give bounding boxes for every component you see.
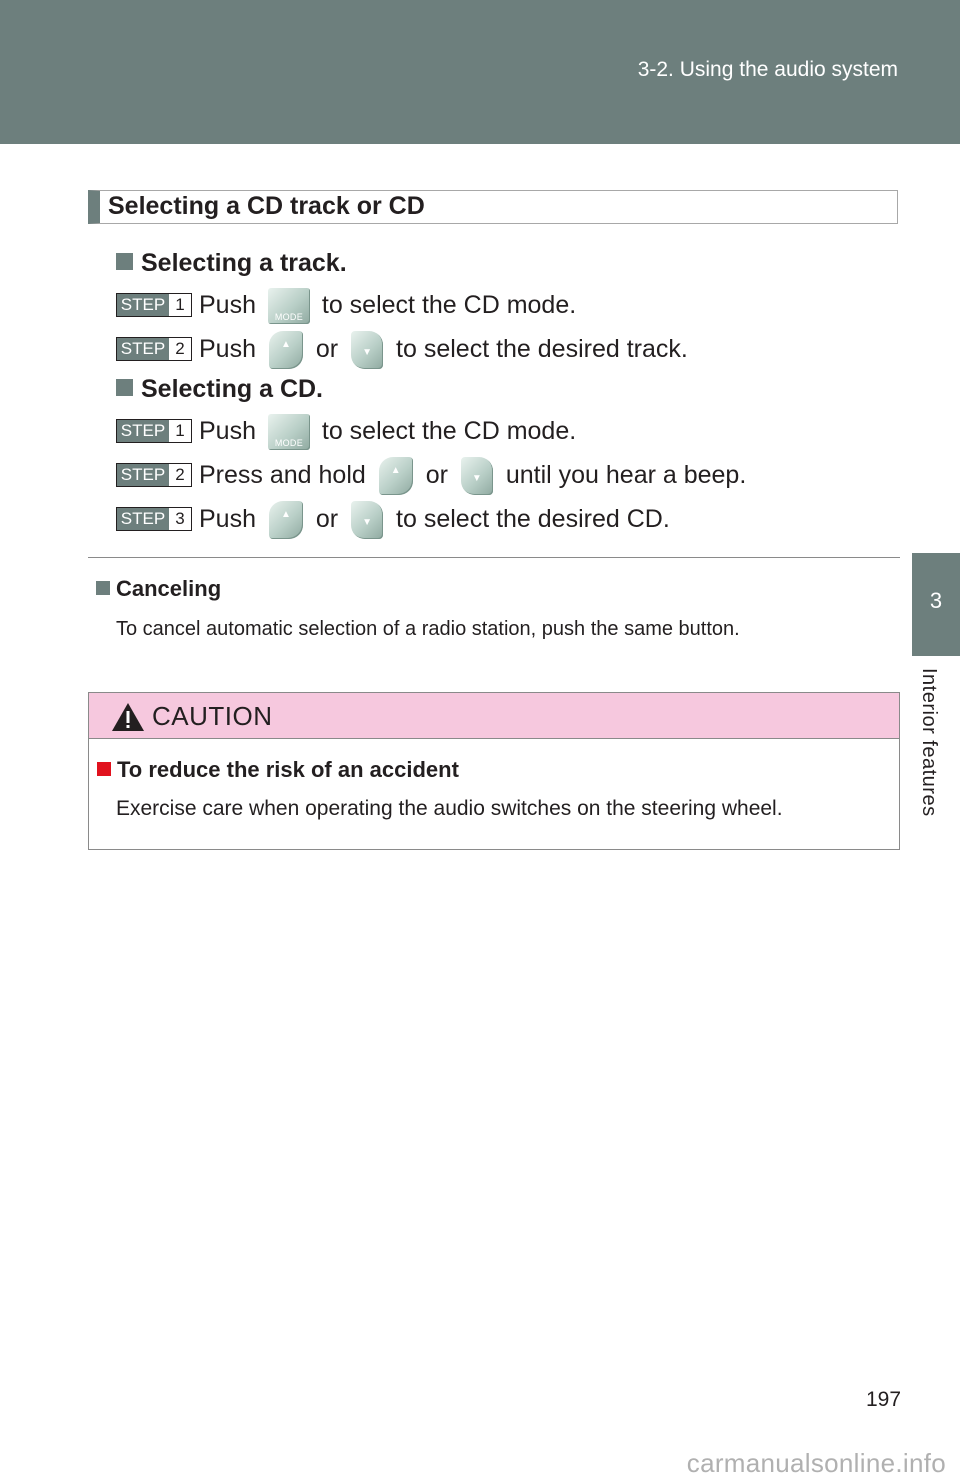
step-badge: STEP 2 (116, 337, 192, 361)
chapter-label: Interior features (918, 668, 940, 817)
watermark: carmanualsonline.info (686, 1448, 946, 1478)
seek-down-button-icon: ▼ (461, 457, 493, 495)
caution-box (88, 692, 900, 850)
step-badge: STEP 1 (116, 419, 192, 443)
section-divider (88, 557, 900, 558)
seek-up-button-icon: ▲ (269, 501, 303, 539)
track-heading: Selecting a track. (116, 249, 347, 278)
square-bullet-icon (116, 379, 133, 396)
page-number: 197 (866, 1388, 902, 1411)
seek-down-button-icon: ▼ (351, 331, 383, 369)
caution-subtitle: To reduce the risk of an accident (97, 757, 459, 783)
step-badge: STEP 1 (116, 293, 192, 317)
square-bullet-icon (116, 253, 133, 270)
seek-up-button-icon: ▲ (379, 457, 413, 495)
caution-text: Exercise care when operating the audio switches on the steering wheel. (116, 797, 783, 820)
caution-label: CAUTION (152, 701, 273, 731)
square-bullet-icon (96, 581, 110, 595)
step-badge: STEP 3 (116, 507, 192, 531)
header-title: 3-2. Using the audio system (637, 58, 898, 81)
caution-header (89, 693, 899, 739)
mode-button-icon: MODE (268, 288, 310, 324)
note-body: To cancel automatic selection of a radio station, push the same button. (116, 618, 740, 640)
page-header (0, 0, 960, 144)
warning-triangle-icon (111, 702, 145, 732)
square-bullet-icon (97, 762, 111, 776)
cd-heading: Selecting a CD. (116, 375, 323, 404)
note-title: Canceling (96, 576, 221, 602)
seek-up-button-icon: ▲ (269, 331, 303, 369)
chapter-tab: 3 (912, 553, 960, 656)
seek-down-button-icon: ▼ (351, 501, 383, 539)
step-badge: STEP 2 (116, 463, 192, 487)
section-title: Selecting a CD track or CD (108, 192, 425, 220)
section-bar (88, 190, 898, 224)
mode-button-icon: MODE (268, 414, 310, 450)
